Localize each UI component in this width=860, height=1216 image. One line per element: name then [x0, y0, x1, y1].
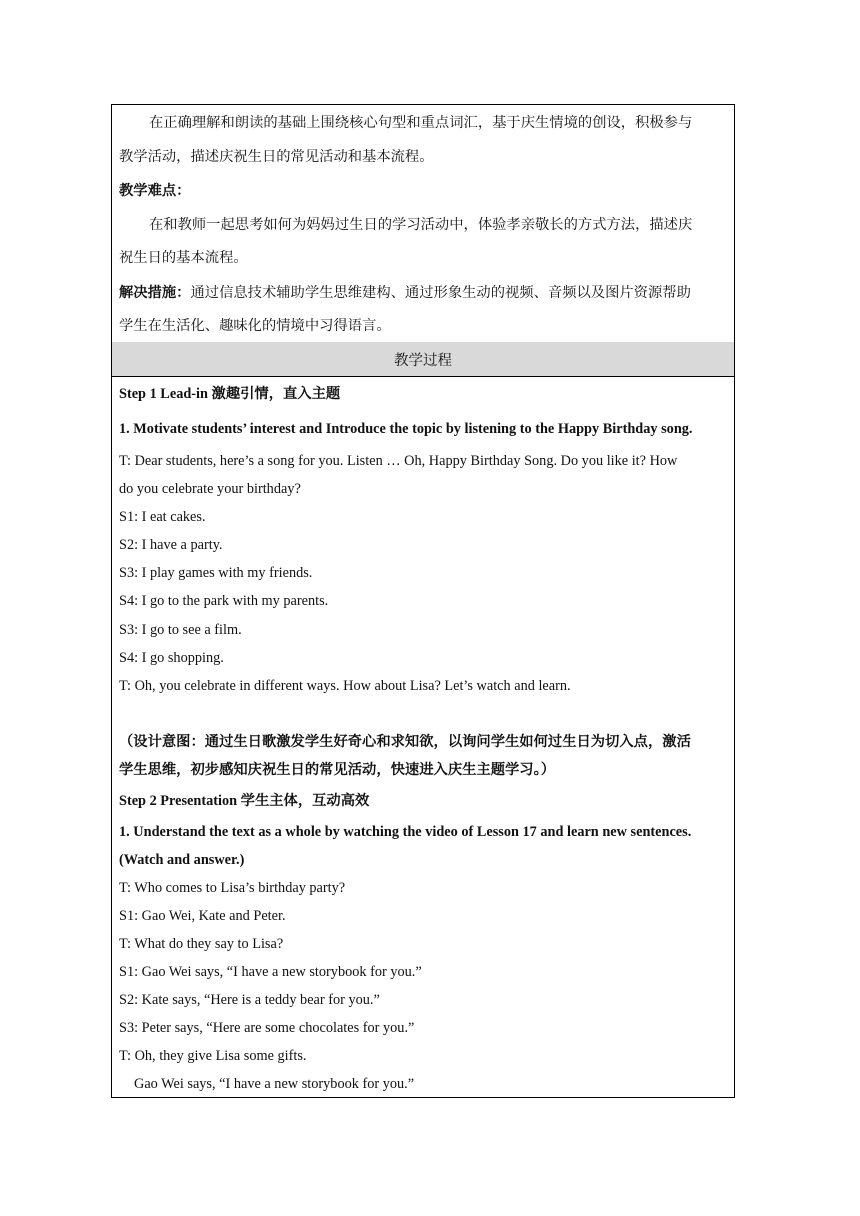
step-heading: Step 1 Lead-in 激趣引情，直入主题 [119, 386, 341, 402]
lesson-plan-table [111, 104, 735, 1098]
design-intent: 学生思维，初步感知庆祝生日的常见活动，快速进入庆生主题学习。） [119, 762, 556, 778]
text-line: T: What do they say to Lisa? [119, 936, 284, 952]
text-line: do you celebrate your birthday? [119, 481, 301, 497]
text-line: 在正确理解和朗读的基础上围绕核心句型和重点词汇，基于庆生情境的创设，积极参与 [149, 115, 693, 131]
text-line: T: Oh, they give Lisa some gifts. [119, 1048, 307, 1064]
text-line: S3: I play games with my friends. [119, 565, 313, 581]
text-line: T: Who comes to Lisa’s birthday party? [119, 880, 346, 896]
step-item: 1. Motivate students’ interest and Introduce the topic by listening to the Happy Birthday song. [119, 421, 693, 437]
difficulty-heading: 教学难点： [119, 183, 191, 199]
text-line: S1: I eat cakes. [119, 509, 206, 525]
text-line: 教学活动，描述庆祝生日的常见活动和基本流程。 [119, 149, 434, 165]
text-line: S4: I go shopping. [119, 650, 224, 666]
solution-text: 通过信息技术辅助学生思维建构、通过形象生动的视频、音频以及图片资源帮助 [190, 285, 691, 301]
text-line: S3: I go to see a film. [119, 622, 242, 638]
solution-line [119, 283, 730, 303]
text-line: S4: I go to the park with my parents. [119, 593, 329, 609]
step-heading: Step 2 Presentation 学生主体，互动高效 [119, 793, 370, 809]
text-line: T: Oh, you celebrate in different ways. How about Lisa? Let’s watch and learn. [119, 678, 571, 694]
step-item: 1. Understand the text as a whole by watching the video of Lesson 17 and learn new sentences. [119, 824, 692, 840]
text-line: S3: Peter says, “Here are some chocolates for you.” [119, 1020, 415, 1036]
text-line: 祝生日的基本流程。 [119, 250, 248, 266]
text-line: T: Dear students, here’s a song for you. Listen … Oh, Happy Birthday Song. Do you like it? How [119, 453, 678, 469]
teaching-focus-cell [112, 105, 734, 343]
step-item: (Watch and answer.) [119, 852, 245, 868]
text-line: S2: I have a party. [119, 537, 223, 553]
text-line: 学生在生活化、趣味化的情境中习得语言。 [119, 318, 391, 334]
section-title: 教学过程 [394, 352, 452, 369]
text-line: S1: Gao Wei, Kate and Peter. [119, 908, 286, 924]
section-header [112, 342, 734, 377]
teaching-process-cell [112, 377, 734, 1097]
solution-label: 解决措施： [119, 285, 191, 301]
text-line: 在和教师一起思考如何为妈妈过生日的学习活动中，体验孝亲敬长的方式方法，描述庆 [149, 217, 693, 233]
text-line: S2: Kate says, “Here is a teddy bear for you.” [119, 992, 380, 1008]
design-intent: （设计意图：通过生日歌激发学生好奇心和求知欲，以询问学生如何过生日为切入点，激活 [119, 734, 691, 750]
text-line: Gao Wei says, “I have a new storybook for you.” [134, 1076, 415, 1092]
text-line: S1: Gao Wei says, “I have a new storybook for you.” [119, 964, 422, 980]
